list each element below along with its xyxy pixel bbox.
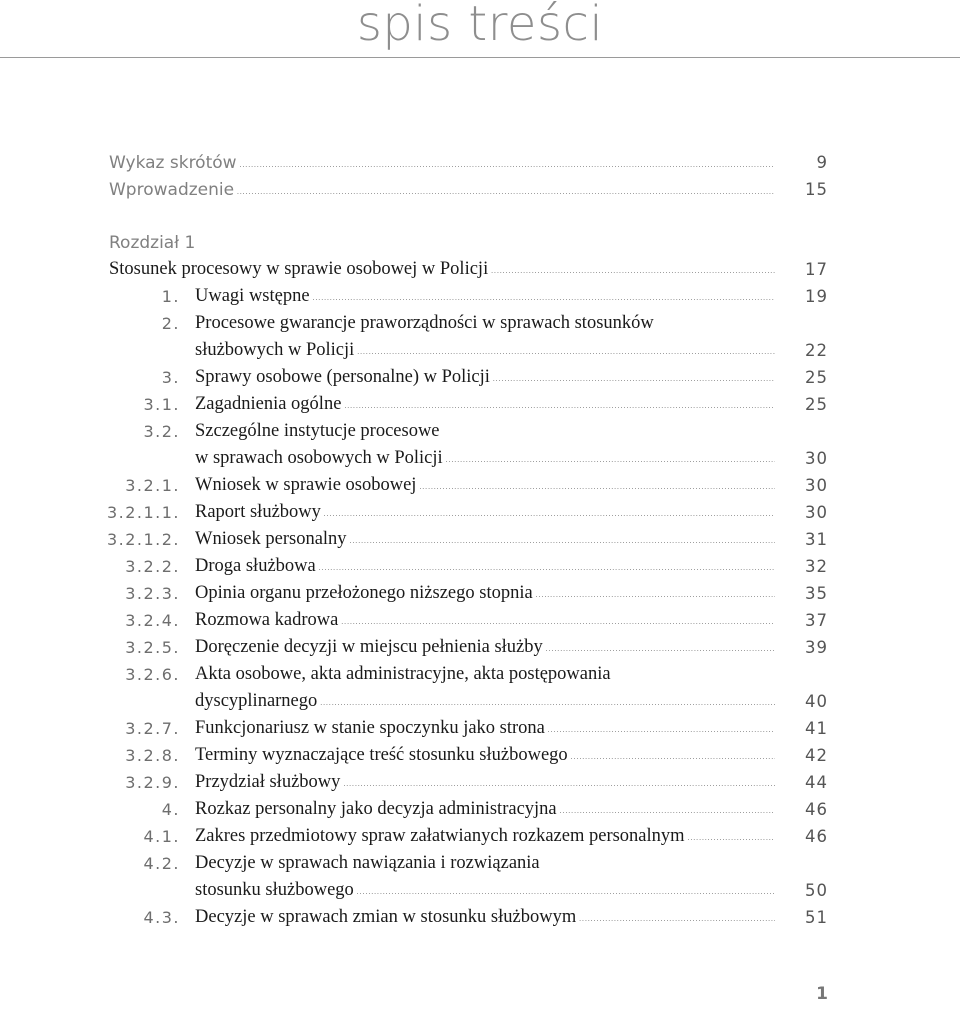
toc-entry-page: 44 [805, 773, 828, 792]
toc-entry[interactable] [0, 473, 960, 499]
toc-entry-title: Rozdział 1 [109, 233, 196, 253]
toc-entry-title: Doręczenie decyzji w miejscu pełnienia służby ..... [195, 637, 775, 661]
toc-entry-title: Decyzje w sprawach nawiązania i rozwiązania [195, 853, 540, 873]
toc-entry-title: stosunku służbowego ..... [195, 880, 775, 904]
toc-entry-page: 51 [805, 908, 828, 927]
toc-entry[interactable] [0, 500, 960, 526]
toc-entry[interactable] [0, 392, 960, 418]
toc-entry[interactable] [0, 150, 960, 176]
toc-entry-title: Zagadnienia ogólne ..... [195, 394, 775, 418]
toc-entry-number: 3.2. [143, 422, 180, 441]
toc-entry-page: 46 [805, 800, 828, 819]
toc-entry-title: Sprawy osobowe (personalne) w Policji ..... [195, 367, 775, 391]
toc-entry[interactable] [0, 446, 960, 472]
toc-entry-page: 31 [805, 530, 828, 549]
toc-entry-title: Raport służbowy ..... [195, 502, 775, 526]
toc-entry-number: 3.2.1.2. [106, 530, 180, 549]
toc-entry-title: Droga służbowa ..... [195, 556, 775, 580]
toc-entry-number: 3. [161, 368, 180, 387]
toc-entry-title: Opinia organu przełożonego niższego stopnia ..... [195, 583, 775, 607]
toc-entry-page: 30 [805, 476, 828, 495]
toc-entry-page: 42 [805, 746, 828, 765]
toc-entry-number: 3.2.8. [125, 746, 180, 765]
toc-entry[interactable] [0, 770, 960, 796]
toc-entry-title: Uwagi wstępne ..... [195, 286, 775, 310]
toc-entry-title: Procesowe gwarancje praworządności w sprawach stosunków [195, 313, 654, 333]
toc-entry-title: w sprawach osobowych w Policji ..... [195, 448, 775, 472]
toc-entry-number: 4.1. [143, 827, 180, 846]
toc-entry-title: Wniosek w sprawie osobowej ..... [195, 475, 775, 499]
toc-entry-number: 3.2.1.1. [106, 503, 180, 522]
toc-entry[interactable] [0, 554, 960, 580]
toc-entry[interactable] [0, 338, 960, 364]
toc-entry-number: 3.2.5. [125, 638, 180, 657]
toc-entry-number: 2. [161, 314, 180, 333]
page-title: spis treści [356, 0, 604, 52]
toc-entry-title: Rozmowa kadrowa ..... [195, 610, 775, 634]
toc-entry-page: 35 [805, 584, 828, 603]
toc-entry-title: Zakres przedmiotowy spraw załatwianych rozkazem personalnym ..... [195, 826, 775, 850]
toc-entry[interactable] [0, 689, 960, 715]
toc-entry-page: 40 [805, 692, 828, 711]
toc-entry[interactable] [0, 716, 960, 742]
toc-entry-title: Funkcjonariusz w stanie spoczynku jako strona ..... [195, 718, 775, 742]
toc-entry-number: 3.2.3. [125, 584, 180, 603]
toc-entry[interactable] [0, 177, 960, 203]
toc-entry-page: 9 [816, 153, 828, 172]
toc-entry-number: 3.2.9. [125, 773, 180, 792]
toc-entry-page: 41 [805, 719, 828, 738]
toc-entry[interactable] [0, 878, 960, 904]
toc-entry-page: 30 [805, 503, 828, 522]
toc-entry-title: dyscyplinarnego ..... [195, 691, 775, 715]
toc-entry[interactable] [0, 581, 960, 607]
toc-entry[interactable] [0, 905, 960, 931]
toc-entry-number: 3.2.6. [125, 665, 180, 684]
toc-entry[interactable] [0, 797, 960, 823]
toc-entry-title: Decyzje w sprawach zmian w stosunku służbowym ..... [195, 907, 775, 931]
toc-entry-title: Stosunek procesowy w sprawie osobowej w Policji ..... [109, 259, 775, 283]
toc-entry-page: 46 [805, 827, 828, 846]
toc-entry-page: 37 [805, 611, 828, 630]
toc-entry-page: 32 [805, 557, 828, 576]
toc-entry-page: 22 [805, 341, 828, 360]
toc-entry[interactable] [0, 662, 960, 688]
title-rule [0, 57, 960, 58]
toc-entry-number: 3.2.2. [125, 557, 180, 576]
toc-entry-title: Rozkaz personalny jako decyzja administracyjna ..... [195, 799, 775, 823]
toc-entry[interactable] [0, 527, 960, 553]
toc-entry[interactable] [0, 851, 960, 877]
toc-entry-number: 3.2.1. [125, 476, 180, 495]
toc-entry-page: 25 [805, 395, 828, 414]
toc-entry-title: Wykaz skrótów ..... [109, 153, 775, 177]
toc-entry-title: Wniosek personalny ..... [195, 529, 775, 553]
toc-entry-title: Szczególne instytucje procesowe [195, 421, 440, 441]
toc-entry-title: Wprowadzenie ..... [109, 180, 775, 204]
toc-entry-title: Terminy wyznaczające treść stosunku służbowego ..... [195, 745, 775, 769]
toc-entry[interactable] [0, 365, 960, 391]
toc-entry-page: 39 [805, 638, 828, 657]
toc-entry-page: 17 [805, 260, 828, 279]
page-number: 1 [816, 984, 828, 1004]
toc-entry-number: 4.2. [143, 854, 180, 873]
toc-entry[interactable] [0, 743, 960, 769]
toc-entry-title: Akta osobowe, akta administracyjne, akta postępowania [195, 664, 611, 684]
toc-entry-number: 3.1. [143, 395, 180, 414]
toc-entry-number: 4. [161, 800, 180, 819]
toc-entry-page: 15 [805, 180, 828, 199]
toc-entry[interactable] [0, 230, 960, 256]
toc-entry[interactable] [0, 284, 960, 310]
toc-entry-number: 3.2.4. [125, 611, 180, 630]
toc-entry[interactable] [0, 824, 960, 850]
toc-entry-number: 3.2.7. [125, 719, 180, 738]
toc-entry-page: 25 [805, 368, 828, 387]
toc-entry[interactable] [0, 311, 960, 337]
toc-entry-number: 1. [161, 287, 180, 306]
toc-entry[interactable] [0, 608, 960, 634]
toc-entry[interactable] [0, 635, 960, 661]
toc-entry-page: 19 [805, 287, 828, 306]
toc-entry-page: 30 [805, 449, 828, 468]
toc-entry[interactable] [0, 419, 960, 445]
toc-entry-title: Przydział służbowy ..... [195, 772, 775, 796]
toc-entry-page: 50 [805, 881, 828, 900]
toc-entry-title: służbowych w Policji ..... [195, 340, 775, 364]
toc-entry[interactable] [0, 257, 960, 283]
toc-entry-number: 4.3. [143, 908, 180, 927]
